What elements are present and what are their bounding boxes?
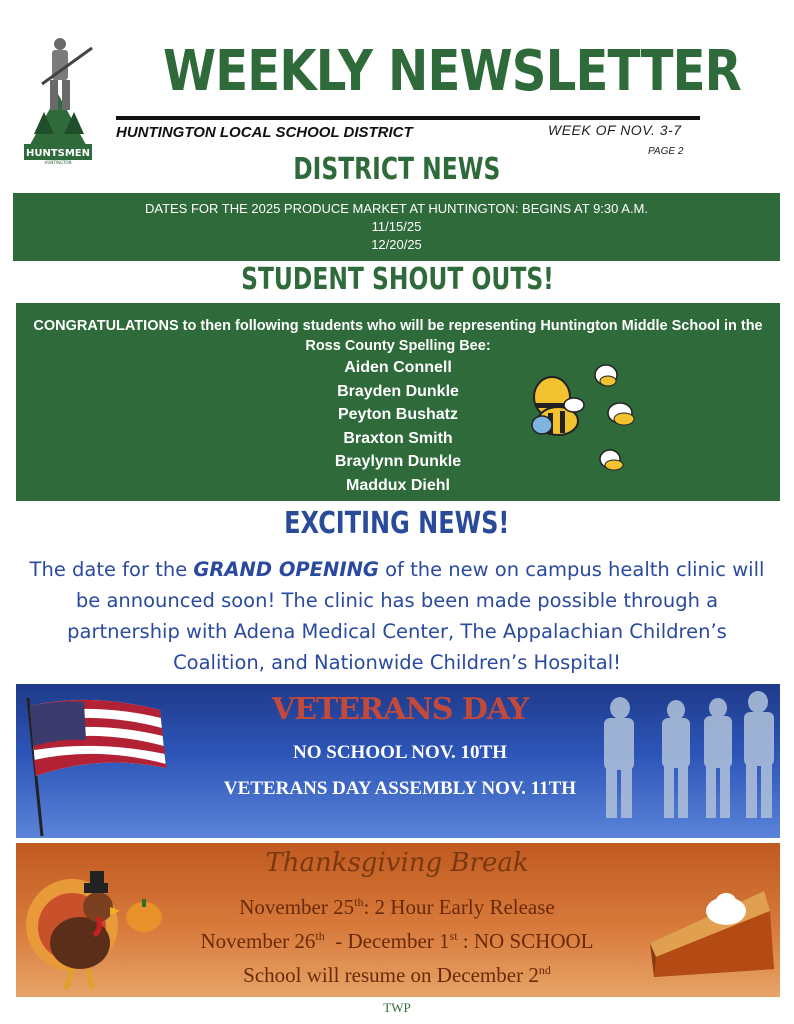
district-news-heading: DISTRICT NEWS bbox=[293, 152, 501, 187]
week-label: WEEK OF NOV. 3-7 bbox=[548, 122, 682, 138]
title-divider bbox=[116, 116, 700, 120]
thanksgiving-line: November 25th: 2 Hour Early Release bbox=[239, 895, 555, 919]
bee-illustration bbox=[524, 355, 644, 485]
district-name: HUNTINGTON LOCAL SCHOOL DISTRICT bbox=[116, 124, 413, 141]
student-name: Braxton Smith bbox=[343, 429, 453, 447]
veterans-day-title: VETERANS DAY bbox=[271, 692, 529, 727]
district-news-line: 12/20/25 bbox=[371, 237, 422, 252]
thanksgiving-line: November 26th - December 1st : NO SCHOOL bbox=[200, 929, 594, 953]
student-name: Braylynn Dunkle bbox=[334, 453, 462, 470]
district-news-line: DATES FOR THE 2025 PRODUCE MARKET AT HUNTINGTON: BEGINS AT 9:30 A.M. bbox=[144, 201, 649, 216]
thanksgiving-line: School will resume on December 2nd bbox=[243, 963, 551, 987]
logo-subtext: HUNTINGTON bbox=[44, 160, 72, 165]
shout-outs-box bbox=[16, 303, 780, 501]
student-name: Aiden Connell bbox=[344, 359, 452, 376]
exciting-news-text: The date for the GRAND OPENING of the new on campus health clinic will be announced soon! The clinic has been made possible through a partnership with Adena Medical Center, The Appalachian Children’s Coalition, and Nationwide Children’s Hospital! bbox=[29, 558, 765, 674]
veterans-day-line: NO SCHOOL NOV. 10TH bbox=[293, 742, 507, 763]
shout-outs-heading: STUDENT SHOUT OUTS! bbox=[240, 262, 554, 297]
footer-initials: TWP bbox=[383, 1000, 411, 1015]
student-name: Maddux Diehl bbox=[345, 476, 450, 494]
grand-opening-emphasis: GRAND OPENING bbox=[193, 558, 379, 581]
veterans-day-line: VETERANS DAY ASSEMBLY NOV. 11TH bbox=[223, 778, 577, 799]
shout-outs-intro: CONGRATULATIONS to then following students who will be representing Huntington Middle School in the Ross County Spelling Bee: bbox=[33, 318, 763, 354]
logo-text: HUNTSMEN bbox=[25, 148, 91, 159]
student-name: Peyton Bushatz bbox=[337, 406, 458, 423]
huntsmen-logo bbox=[22, 34, 94, 166]
american-flag-icon bbox=[20, 692, 170, 838]
district-news-line: 11/15/25 bbox=[371, 219, 422, 234]
page-number: PAGE 2 bbox=[648, 146, 684, 157]
district-news-box bbox=[13, 193, 780, 261]
thanksgiving-title: Thanksgiving Break bbox=[265, 848, 529, 878]
exciting-news-heading: EXCITING NEWS! bbox=[284, 506, 510, 541]
student-name: Brayden Dunkle bbox=[337, 382, 459, 400]
newsletter-title: WEEKLY NEWSLETTER bbox=[163, 39, 741, 104]
